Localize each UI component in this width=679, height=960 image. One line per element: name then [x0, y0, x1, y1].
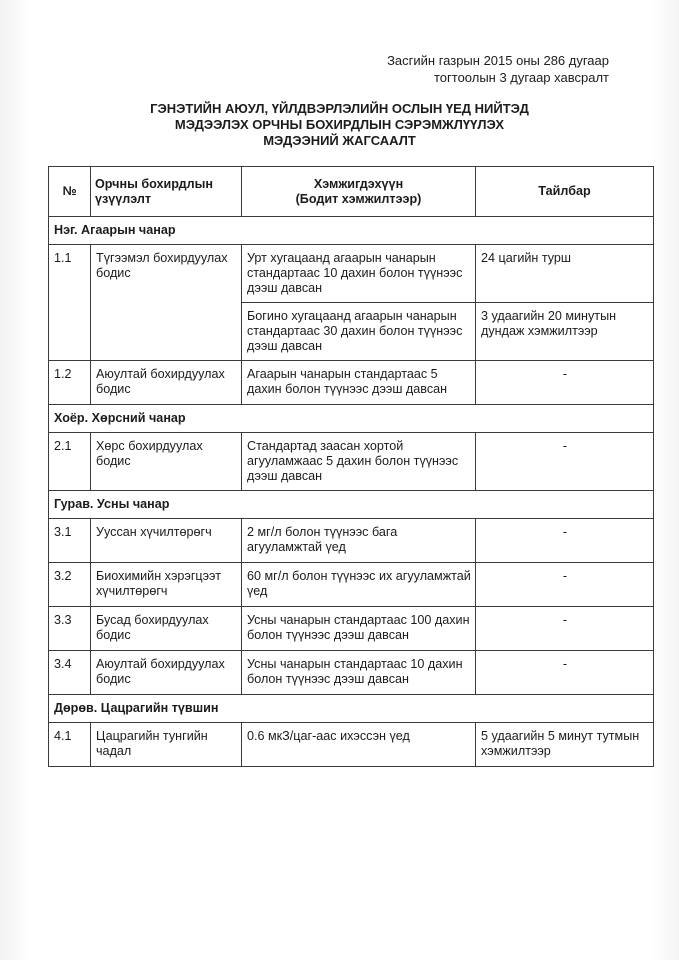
row-criteria: 60 мг/л болон түүнээс их агууламжтай үед — [242, 563, 476, 607]
row-number: 1.1 — [49, 245, 91, 361]
section-radiation-level: Дөрөв. Цацрагийн түвшин — [49, 695, 654, 723]
row-criteria: Стандартад заасан хортой агууламжаас 5 дахин болон түүнээс дээш давсан — [242, 433, 476, 491]
row-number: 3.3 — [49, 607, 91, 651]
row-note: - — [476, 651, 654, 695]
table-row — [49, 245, 654, 303]
row-pollution-type: Түгээмэл бохирдуулах бодис — [91, 245, 242, 361]
document-title — [0, 101, 679, 149]
resolution-reference — [387, 52, 609, 86]
row-number: 4.1 — [49, 723, 91, 767]
row-criteria: Усны чанарын стандартаас 100 дахин болон түүнээс дээш давсан — [242, 607, 476, 651]
table-row — [49, 723, 654, 767]
row-number: 2.1 — [49, 433, 91, 491]
pollution-criteria-table — [48, 166, 654, 767]
row-note: - — [476, 563, 654, 607]
row-note: - — [476, 361, 654, 405]
section-row — [49, 405, 654, 433]
row-pollution-type: Аюултай бохирдуулах бодис — [91, 361, 242, 405]
section-row — [49, 491, 654, 519]
row-pollution-type: Цацрагийн тунгийн чадал — [91, 723, 242, 767]
table-row — [49, 607, 654, 651]
row-note: 5 удаагийн 5 минут тутмын хэмжилтээр — [476, 723, 654, 767]
header-pollution-type-label: Орчны бохирдлын үзүүлэлт — [95, 176, 213, 206]
header-criteria — [242, 167, 476, 217]
table-row — [49, 433, 654, 491]
header-number: № — [49, 167, 91, 217]
section-water-quality: Гурав. Усны чанар — [49, 491, 654, 519]
row-note: - — [476, 433, 654, 491]
title-line-2: МЭДЭЭЛЭХ ОРЧНЫ БОХИРДЛЫН СЭРЭМЖЛҮҮЛЭХ — [174, 117, 505, 132]
table-row — [49, 563, 654, 607]
section-air-quality: Нэг. Агаарын чанар — [49, 217, 654, 245]
section-row — [49, 695, 654, 723]
row-criteria: 0.6 мкЗ/цаг-аас ихэссэн үед — [242, 723, 476, 767]
row-criteria: Усны чанарын стандартаас 10 дахин болон түүнээс дээш давсан — [242, 651, 476, 695]
row-note: 24 цагийн турш — [476, 245, 654, 303]
title-line-1: ГЭНЭТИЙН АЮУЛ, ҮЙЛДВЭРЛЭЛИЙН ОСЛЫН ҮЕД НИЙТЭД — [150, 101, 529, 116]
row-pollution-type: Хөрс бохирдуулах бодис — [91, 433, 242, 491]
row-note: - — [476, 519, 654, 563]
header-criteria-line-1: Хэмжигдэхүүн — [313, 176, 404, 191]
header-pollution-type — [91, 167, 242, 217]
table-row — [49, 651, 654, 695]
row-pollution-type: Биохимийн хэрэгцээт хүчилтөрөгч — [91, 563, 242, 607]
row-criteria: Агаарын чанарын стандартаас 5 дахин болон түүнээс дээш давсан — [242, 361, 476, 405]
row-pollution-type: Бусад бохирдуулах бодис — [91, 607, 242, 651]
row-note: 3 удаагийн 20 минутын дундаж хэмжилтээр — [476, 303, 654, 361]
title-line-3: МЭДЭЭНИЙ ЖАГСААЛТ — [263, 133, 416, 148]
header-note: Тайлбар — [476, 167, 654, 217]
row-number: 3.1 — [49, 519, 91, 563]
table-row — [49, 361, 654, 405]
table-header-row — [49, 167, 654, 217]
header-criteria-line-2: (Бодит хэмжилтээр) — [295, 191, 422, 206]
section-row — [49, 217, 654, 245]
row-criteria: 2 мг/л болон түүнээс бага агууламжтай үед — [242, 519, 476, 563]
resolution-line-2: тогтоолын 3 дугаар хавсралт — [433, 70, 609, 85]
row-number: 3.2 — [49, 563, 91, 607]
table-row — [49, 519, 654, 563]
row-criteria: Урт хугацаанд агаарын чанарын стандартаас 10 дахин болон түүнээс дээш давсан — [242, 245, 476, 303]
row-number: 3.4 — [49, 651, 91, 695]
row-pollution-type: Аюултай бохирдуулах бодис — [91, 651, 242, 695]
row-pollution-type: Уусcан хүчилтөрөгч — [91, 519, 242, 563]
section-soil-quality: Хоёр. Хөрсний чанар — [49, 405, 654, 433]
row-criteria: Богино хугацаанд агаарын чанарын стандартаас 30 дахин болон түүнээс дээш давсан — [242, 303, 476, 361]
resolution-line-1: Засгийн газрын 2015 оны 286 дугаар — [387, 53, 609, 68]
row-number: 1.2 — [49, 361, 91, 405]
row-note: - — [476, 607, 654, 651]
